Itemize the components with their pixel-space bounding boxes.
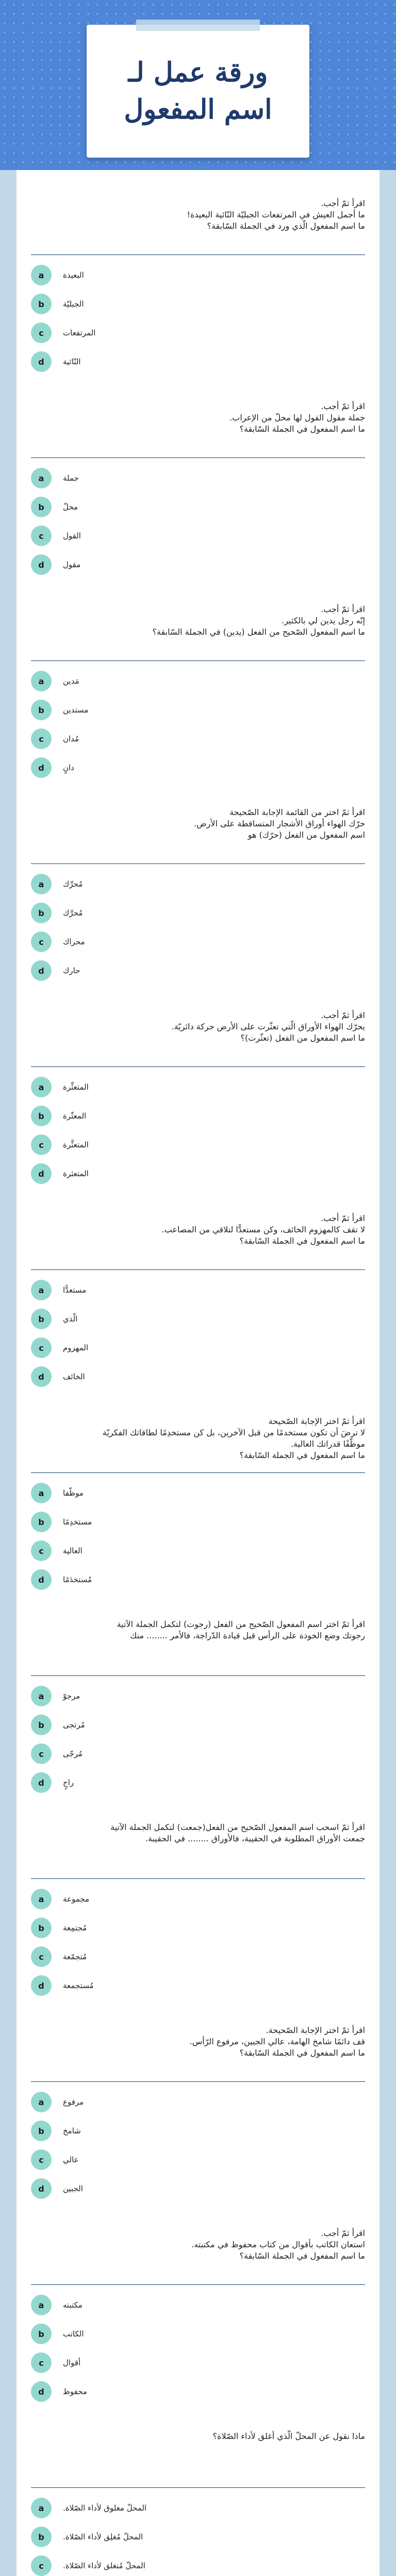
prompt-line: ما اسم المفعول في الجملة السّابقة؟ [239, 1236, 365, 1246]
answer-option[interactable] [31, 871, 365, 897]
answer-option[interactable] [31, 2321, 365, 2347]
option-letter-bubble[interactable]: b [31, 2324, 52, 2344]
option-letter-bubble[interactable]: b [31, 1309, 52, 1329]
answer-option[interactable] [31, 552, 365, 578]
answer-option[interactable] [31, 2176, 365, 2201]
option-letter-bubble[interactable]: c [31, 2555, 52, 2576]
divider [31, 2081, 365, 2082]
prompt-line: ما اسم المفعول في الجملة السّابقة؟ [239, 2048, 365, 2058]
prompt-line: جمعت الأوراق المطلوبة في الحقيبة، فالأوراق ........ في الحقيبة. [145, 1834, 365, 1843]
option-text: مقول [63, 560, 81, 569]
question-prompt [31, 1399, 365, 1471]
option-letter-bubble[interactable]: c [31, 1337, 52, 1358]
answer-option[interactable] [31, 262, 365, 288]
prompt-line: قف دائمًا شامخ الهامة، عالي الجبين، مرفوع الرّأس. [189, 2037, 365, 2046]
question-prompt [31, 1196, 365, 1268]
prompt-line: اقرأ ثمّ أجب. [321, 1213, 365, 1223]
option-letter-bubble[interactable]: c [31, 323, 52, 343]
option-text: أقوال [63, 2358, 81, 2367]
questions-list [16, 170, 380, 2576]
option-text: مَدين [63, 676, 79, 686]
answer-option[interactable] [31, 2379, 365, 2404]
answer-option[interactable] [31, 320, 365, 346]
prompt-line: جملة مقول القول لها محلّ من الإعراب. [229, 413, 365, 422]
option-text: مستخدِمًا [63, 1517, 92, 1527]
option-text: مجموعة [63, 1894, 90, 1904]
question-prompt [31, 384, 365, 456]
option-text: جملة [63, 473, 79, 483]
answer-option[interactable] [31, 755, 365, 781]
answer-option[interactable] [31, 1132, 365, 1158]
option-letter-bubble[interactable]: a [31, 1686, 52, 1706]
option-letter-bubble[interactable]: b [31, 294, 52, 314]
answer-option[interactable] [31, 1103, 365, 1129]
option-letter-bubble[interactable]: a [31, 2498, 52, 2518]
option-text: مُتجمّعة [63, 1952, 87, 1961]
prompt-line: اقرأ ثمّ اختر الإجابة الصّحيحة. [266, 2025, 365, 2035]
divider [31, 2284, 365, 2285]
answer-option[interactable] [31, 1770, 365, 1795]
prompt-line: اقرأ ثمّ اختر الإجابة الصّحيحة [268, 1416, 365, 1426]
option-text: حارك [63, 966, 80, 975]
question-block [16, 1602, 380, 1805]
option-letter-bubble[interactable]: a [31, 2295, 52, 2315]
answer-option[interactable] [31, 1944, 365, 1970]
prompt-line: لا ترضَ أن تكون مستخدمًا من قبل الآخرين، بل كن مستخدِمًا لطاقاتك الفكريّة [102, 1428, 365, 1437]
option-text: مُرجّى [63, 1749, 83, 1758]
prompt-line: لا تقف كالمهزوم الخائف، وكن مستعدًّا لتلاقي من المصاعب. [161, 1225, 365, 1234]
option-text: المحلّ مغلوق لأداء الصّلاة. [63, 2503, 147, 2513]
option-letter-bubble[interactable]: b [31, 903, 52, 923]
option-letter-bubble[interactable]: a [31, 2092, 52, 2112]
answer-option[interactable] [31, 1277, 365, 1303]
option-text: المحلّ مُغلِق لأداء الصّلاة. [63, 2532, 143, 2541]
answer-option[interactable] [31, 929, 365, 955]
option-letter-bubble[interactable]: a [31, 1077, 52, 1097]
prompt-line: رجوتك وضع الخوذة على الرأس قبل قيادة الدّراجة، فالأمر ........ منك [130, 1631, 365, 1640]
prompt-line: استعان الكاتب بأقوال من كتاب محفوظ في مكتبته. [191, 2240, 365, 2249]
option-text: البعيدة [63, 270, 84, 280]
option-text: مُستخدَمًا [63, 1575, 92, 1584]
answer-option[interactable] [31, 1712, 365, 1738]
option-letter-bubble[interactable]: b [31, 1106, 52, 1126]
answer-option[interactable] [31, 2524, 365, 2550]
option-letter-bubble[interactable]: d [31, 1569, 52, 1590]
option-letter-bubble[interactable]: d [31, 757, 52, 778]
option-letter-bubble[interactable]: d [31, 1975, 52, 1996]
prompt-line: حرّك الهواء أوراق الأشجار المتساقطة على الأرض. [194, 819, 365, 828]
answer-option[interactable] [31, 1161, 365, 1187]
option-letter-bubble[interactable]: b [31, 1918, 52, 1938]
answer-option[interactable] [31, 697, 365, 723]
option-text: النّائية [63, 357, 81, 366]
prompt-line: ما أجمل العيش في المرتفعات الجبليّة النّائية البعيدة! [187, 210, 365, 219]
option-text: المرتفعات [63, 328, 96, 337]
option-text: مرجوّ [63, 1691, 80, 1701]
answer-option[interactable] [31, 668, 365, 694]
answer-option[interactable] [31, 1509, 365, 1535]
divider [31, 1066, 365, 1067]
option-letter-bubble[interactable]: d [31, 1772, 52, 1793]
option-text: عالي [63, 2155, 79, 2164]
option-text: دانٍ [63, 763, 74, 772]
answer-option[interactable] [31, 494, 365, 520]
option-letter-bubble[interactable]: d [31, 1366, 52, 1387]
prompt-line: ما اسم المفعول الصّحيح من الفعل (يدين) في الجملة السّابقة؟ [152, 627, 365, 637]
option-text: المتعثَّرة [63, 1140, 89, 1149]
option-text: شامخ [63, 2126, 81, 2136]
answer-option[interactable] [31, 349, 365, 375]
prompt-line: ما اسم المفعول من الفعل (تعثّرت)؟ [240, 1033, 365, 1043]
option-text: مرفوع [63, 2097, 84, 2107]
header-banner [0, 0, 396, 170]
divider [31, 863, 365, 864]
option-letter-bubble[interactable]: d [31, 554, 52, 575]
answer-option[interactable] [31, 1683, 365, 1709]
option-text: محراك [63, 937, 85, 946]
option-text: مُحرَّك [63, 908, 83, 918]
question-block [16, 2211, 380, 2414]
answer-option[interactable] [31, 2495, 365, 2521]
prompt-line: يحرّك الهواء الأوراق الّتي تعثّرت على الأرض حركة دائريّة. [171, 1022, 365, 1031]
prompt-line: ما اسم المفعول في الجملة السّابقة؟ [239, 2251, 365, 2261]
option-text: مُستجمعة [63, 1981, 94, 1990]
prompt-line: اسم المفعول من الفعل (حرّك) هو [248, 830, 365, 840]
option-letter-bubble[interactable]: a [31, 874, 52, 894]
prompt-line: ماذا نقول عن المحلّ الّذي أغلق لأداء الصّلاة؟ [212, 2431, 365, 2441]
question-prompt [31, 993, 365, 1065]
answer-option[interactable] [31, 1480, 365, 1506]
option-text: مُجتمِعة [63, 1923, 87, 1933]
prompt-line: اقرأ ثمّ أجب. [321, 198, 365, 208]
option-text: مستدين [63, 705, 89, 715]
answer-option[interactable] [31, 1973, 365, 1998]
option-letter-bubble[interactable]: c [31, 1946, 52, 1967]
question-prompt [31, 181, 365, 253]
answer-option[interactable] [31, 523, 365, 549]
option-text: المحلّ مُنغلق لأداء الصّلاة. [63, 2561, 145, 2570]
answer-option[interactable] [31, 2292, 365, 2318]
divider [31, 1675, 365, 1676]
question-block [16, 2414, 380, 2576]
option-text: موظّفا [63, 1488, 84, 1498]
question-prompt [31, 1805, 365, 1877]
question-prompt [31, 2211, 365, 2283]
option-text: العالية [63, 1546, 82, 1555]
divider [31, 1878, 365, 1879]
question-block [16, 2008, 380, 2211]
prompt-line: ما اسم المفعول في الجملة السّابقة؟ [239, 424, 365, 434]
answer-option[interactable] [31, 2118, 365, 2144]
page-title: ورقة عمل لـ اسم المفعول [124, 57, 272, 125]
option-letter-bubble[interactable]: d [31, 960, 52, 981]
option-letter-bubble[interactable]: b [31, 1715, 52, 1735]
option-letter-bubble[interactable]: a [31, 468, 52, 488]
option-text: المتعثرة [63, 1169, 89, 1178]
option-text: الكاتب [63, 2329, 84, 2338]
option-letter-bubble[interactable]: d [31, 351, 52, 372]
answer-option[interactable] [31, 1567, 365, 1592]
option-letter-bubble[interactable]: b [31, 700, 52, 720]
prompt-line: اقرأ ثمّ اختر اسم المفعول الصّحيح من الفعل (رجوت) لتكمل الجملة الآتية [117, 1619, 365, 1629]
question-prompt [31, 1602, 365, 1674]
option-text: مُرتجى [63, 1720, 85, 1730]
option-text: المعثّرة [63, 1111, 87, 1121]
option-letter-bubble[interactable]: b [31, 1512, 52, 1532]
divider [31, 457, 365, 458]
option-letter-bubble[interactable]: c [31, 2149, 52, 2170]
answer-option[interactable] [31, 2553, 365, 2576]
prompt-line: اقرأ ثمّ أجب. [321, 604, 365, 614]
prompt-line: ما اسم المفعول في الجملة السّابقة؟ [239, 1450, 365, 1460]
option-text: الجبين [63, 2184, 83, 2193]
option-letter-bubble[interactable]: c [31, 931, 52, 952]
option-letter-bubble[interactable]: c [31, 1134, 52, 1155]
prompt-line: اقرأ ثمّ أجب. [321, 401, 365, 411]
prompt-line: إنّه رجل يدين لي بالكثير. [282, 616, 365, 625]
option-letter-bubble[interactable]: c [31, 728, 52, 749]
option-letter-bubble[interactable]: c [31, 526, 52, 546]
question-prompt [31, 2414, 365, 2486]
answer-option[interactable] [31, 1306, 365, 1332]
question-block [16, 384, 380, 587]
answer-option[interactable] [31, 1915, 365, 1941]
answer-option[interactable] [31, 2089, 365, 2115]
option-text: مُدان [63, 734, 79, 743]
option-letter-bubble[interactable]: a [31, 1889, 52, 1909]
option-text: المهزوم [63, 1343, 89, 1352]
divider [31, 1269, 365, 1270]
option-text: محفوظ [63, 2387, 87, 2396]
answer-option[interactable] [31, 291, 365, 317]
answer-option[interactable] [31, 958, 365, 984]
question-prompt [31, 790, 365, 862]
option-letter-bubble[interactable]: a [31, 1280, 52, 1300]
answer-option[interactable] [31, 1741, 365, 1767]
option-text: القول [63, 531, 81, 540]
answer-option[interactable] [31, 2147, 365, 2173]
answer-option[interactable] [31, 726, 365, 752]
option-text: محلّ [63, 502, 78, 512]
question-block [16, 790, 380, 993]
question-block [16, 1399, 380, 1602]
question-prompt [31, 2008, 365, 2080]
prompt-line: اقرأ ثمّ اسحب اسم المفعول الصّحيح من الفعل(جمعت) لتكمل الجملة الآتية [110, 1822, 365, 1832]
prompt-line: موظّفًا قدراتك العالية. [290, 1439, 365, 1449]
option-letter-bubble[interactable]: b [31, 2121, 52, 2141]
answer-option[interactable] [31, 2350, 365, 2376]
option-letter-bubble[interactable]: b [31, 497, 52, 517]
option-text: الجبليّة [63, 299, 84, 309]
divider [31, 2487, 365, 2488]
option-letter-bubble[interactable]: a [31, 1483, 52, 1503]
question-block [16, 181, 380, 384]
option-letter-bubble[interactable]: b [31, 2527, 52, 2547]
prompt-line: اقرأ ثمّ أجب. [321, 2228, 365, 2238]
divider [31, 660, 365, 661]
option-letter-bubble[interactable]: d [31, 2178, 52, 2199]
prompt-line: اقرأ ثمّ اختر من القائمة الإجابة الصّحيحة [229, 807, 365, 817]
question-block [16, 587, 380, 790]
divider [31, 1472, 365, 1473]
option-text: مستعدًّا [63, 1285, 87, 1295]
answer-option[interactable] [31, 1538, 365, 1564]
option-letter-bubble[interactable]: a [31, 265, 52, 285]
option-letter-bubble[interactable]: c [31, 1540, 52, 1561]
question-block [16, 1196, 380, 1399]
option-text: الّذي [63, 1314, 78, 1324]
option-text: الخائف [63, 1372, 85, 1381]
option-letter-bubble[interactable]: c [31, 1743, 52, 1764]
option-letter-bubble[interactable]: d [31, 2381, 52, 2402]
prompt-line: اقرأ ثمّ أجب. [321, 1010, 365, 1020]
option-text: مُحرِّك [63, 879, 83, 889]
answer-option[interactable] [31, 1335, 365, 1361]
answer-option[interactable] [31, 1886, 365, 1912]
tape-decoration [136, 20, 260, 31]
title-card [87, 25, 309, 158]
answer-option[interactable] [31, 1364, 365, 1389]
prompt-line: ما اسم المفعول الّذي ورد في الجملة السّابقة؟ [207, 221, 365, 231]
answer-option[interactable] [31, 465, 365, 491]
option-text: راجٍ [63, 1778, 74, 1787]
question-block [16, 993, 380, 1196]
option-text: المتعثِّرة [63, 1082, 89, 1092]
option-letter-bubble[interactable]: d [31, 1163, 52, 1184]
question-prompt [31, 587, 365, 659]
option-letter-bubble[interactable]: a [31, 671, 52, 691]
option-text: مكتبته [63, 2300, 82, 2310]
answer-option[interactable] [31, 1074, 365, 1100]
question-block [16, 1805, 380, 2008]
option-letter-bubble[interactable]: c [31, 2352, 52, 2373]
answer-option[interactable] [31, 900, 365, 926]
